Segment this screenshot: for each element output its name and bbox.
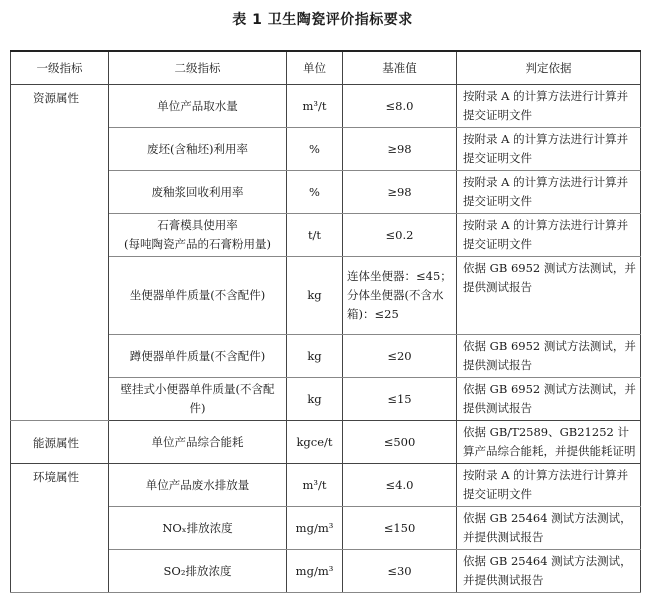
category-energy: 能源属性: [11, 421, 109, 464]
baseline-cell: ≤150: [343, 507, 457, 550]
indicator-cell: 坐便器单件质量(不含配件): [109, 257, 287, 335]
unit-cell: kg: [287, 335, 343, 378]
baseline-cell: ≤30: [343, 550, 457, 593]
baseline-cell: ≥98: [343, 128, 457, 171]
baseline-cell: ≤15: [343, 378, 457, 421]
indicator-cell: 石膏模具使用率 (每吨陶瓷产品的石膏粉用量): [109, 214, 287, 257]
basis-cell: 依据 GB 25464 测试方法测试，并提供测试报告: [457, 507, 641, 550]
basis-cell: 按附录 A 的计算方法进行计算并提交证明文件: [457, 128, 641, 171]
header-baseline: 基准值: [343, 51, 457, 85]
indicator-cell: 单位产品废水排放量: [109, 464, 287, 507]
basis-cell: 依据 GB/T2589、GB21252 计算产品综合能耗，并提供能耗证明: [457, 421, 641, 464]
indicator-cell: SO₂排放浓度: [109, 550, 287, 593]
table-row: [11, 85, 641, 128]
unit-cell: %: [287, 128, 343, 171]
unit-cell: %: [287, 171, 343, 214]
indicator-cell: 废坯(含釉坯)利用率: [109, 128, 287, 171]
indicator-table: [10, 50, 641, 593]
basis-cell: 依据 GB 25464 测试方法测试，并提供测试报告: [457, 550, 641, 593]
unit-cell: t/t: [287, 214, 343, 257]
basis-cell: 按附录 A 的计算方法进行计算并提交证明文件: [457, 214, 641, 257]
unit-cell: kgce/t: [287, 421, 343, 464]
basis-cell: 按附录 A 的计算方法进行计算并提交证明文件: [457, 464, 641, 507]
unit-cell: m³/t: [287, 464, 343, 507]
header-level1: 一级指标: [11, 51, 109, 85]
table-row: [11, 464, 641, 507]
baseline-cell: ≤4.0: [343, 464, 457, 507]
header-unit: 单位: [287, 51, 343, 85]
table-title: 表 1 卫生陶瓷评价指标要求: [232, 12, 413, 28]
unit-cell: mg/m³: [287, 507, 343, 550]
unit-cell: m³/t: [287, 85, 343, 128]
table-row: [11, 421, 641, 464]
baseline-cell: ≤20: [343, 335, 457, 378]
basis-cell: 按附录 A 的计算方法进行计算并提交证明文件: [457, 171, 641, 214]
basis-cell: 依据 GB 6952 测试方法测试，并提供测试报告: [457, 335, 641, 378]
baseline-cell: ≤500: [343, 421, 457, 464]
baseline-cell: ≥98: [343, 171, 457, 214]
indicator-cell: 废釉浆回收利用率: [109, 171, 287, 214]
category-resource: 资源属性: [11, 85, 109, 421]
indicator-cell: 壁挂式小便器单件质量(不含配件): [109, 378, 287, 421]
basis-cell: 依据 GB 6952 测试方法测试，并提供测试报告: [457, 378, 641, 421]
baseline-cell: ≤8.0: [343, 85, 457, 128]
category-environment: 环境属性: [11, 464, 109, 593]
basis-cell: 按附录 A 的计算方法进行计算并提交证明文件: [457, 85, 641, 128]
baseline-cell: 连体坐便器：≤45； 分体坐便器(不含水箱)：≤25: [343, 257, 457, 335]
indicator-cell: 单位产品取水量: [109, 85, 287, 128]
baseline-cell: ≤0.2: [343, 214, 457, 257]
header-basis: 判定依据: [457, 51, 641, 85]
unit-cell: mg/m³: [287, 550, 343, 593]
unit-cell: kg: [287, 257, 343, 335]
indicator-cell: NOₓ排放浓度: [109, 507, 287, 550]
indicator-cell: 单位产品综合能耗: [109, 421, 287, 464]
header-row: [11, 51, 641, 85]
unit-cell: kg: [287, 378, 343, 421]
header-level2: 二级指标: [109, 51, 287, 85]
indicator-cell: 蹲便器单件质量(不含配件): [109, 335, 287, 378]
basis-cell: 依据 GB 6952 测试方法测试，并提供测试报告: [457, 257, 641, 335]
